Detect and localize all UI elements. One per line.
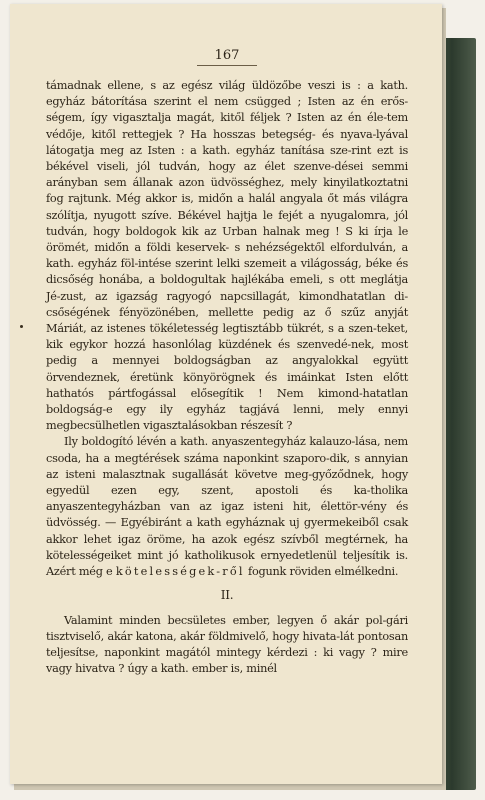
margin-mark — [20, 325, 23, 328]
header-rule — [197, 65, 257, 66]
paragraph-1: támadnak ellene, s az egész világ üldözőbe veszi is : a kath. egyház bátorítása szerint el nem csügged ; Isten az én erős-ségem, így vigasztalja magát, kitől féljek ? Isten az én éle-tem védője, kitől rettegjek ? Ha hosszas betegség- és nyava-lyával látogatja meg az Isten : a kath. egyház tanítása sze-rint ezt is békével viseli, jól tudván, hogy az élet szenve-dései semmi arányban sem állanak azon üdvösséghez, mely kinyilatkoztatni fog rajtunk. Még akkor is, midőn a halál angyala őt más világra szólítja, nyugott szíve. Békével hajtja le fejét a nyugalomra, jól tudván, hogy boldogok kik az Urban halnak meg ! S ki írja le örömét, midőn a földi keservek- s nehézségektől elfordulván, a kath. egyház föl-intése szerint lelki szemeit a világosság, béke és dicsőség honába, a boldogultak hajlékába emeli, s ott meglátja Jé-zust, az igazság ragyogó napcsillagát, kimondhatatlan di-csőségének fényözönében, mellette pedig az ő szűz anyját Máriát, az istenes tökéletesség legtisztább tükrét, s a szen-teket, kik egykor hozzá hasonlólag küzdének és szenvedé-nek, most pedig a mennyei boldogságban az angyalokkal együtt örvendeznek, éretünk könyörögnek és imáinkat Isten előtt hathatós pártfogással elősegítik ! Nem kimond-hatatlan boldogság-e egy ily egyház tagjává lenni, mely ennyi megbecsülhetlen vigasztalásokban részesít ? — [46, 79, 408, 433]
paragraph-2-spaced: kötelességek-ről — [115, 565, 245, 579]
paragraph-2-end: fogunk röviden elmélkedni. — [248, 565, 399, 579]
book-page — [10, 4, 442, 784]
paragraph-2-text: Ily boldogító lévén a kath. anyaszentegyház kalauzo-lása, nem csoda, ha a megtérések száma naponkint szaporo-dik, s annyian az isteni malasztnak sugallását követve meg-győződnek, hogy egyedül ezen egy, szent, apostoli és ka-tholika anyaszentegyházban van az igaz isteni hit, élettör-vény és üdvösség. — Egyébiránt a kath egyháznak uj gyermekeiből csak akkor lehet igaz öröme, ha azok egész szívből megtérnek, ha kötelességeiket mint jó katholikusok ernyedetlenül teljesítik is. Azért még e — [46, 435, 408, 579]
paragraph-2 — [46, 434, 408, 580]
body-text — [46, 78, 408, 677]
paragraph-3: Valamint minden becsületes ember, legyen ő akár pol-gári tisztviselő, akár katona, akár földmivelő, hogy hivata-lát pontosan teljesítse, naponkint magától mintegy kérdezi : ki vagy ? mire vagy hivatva ? úgy a kath. ember is, minél — [46, 613, 408, 676]
page-number: 167 — [214, 48, 240, 63]
section-heading: II. — [220, 588, 234, 603]
